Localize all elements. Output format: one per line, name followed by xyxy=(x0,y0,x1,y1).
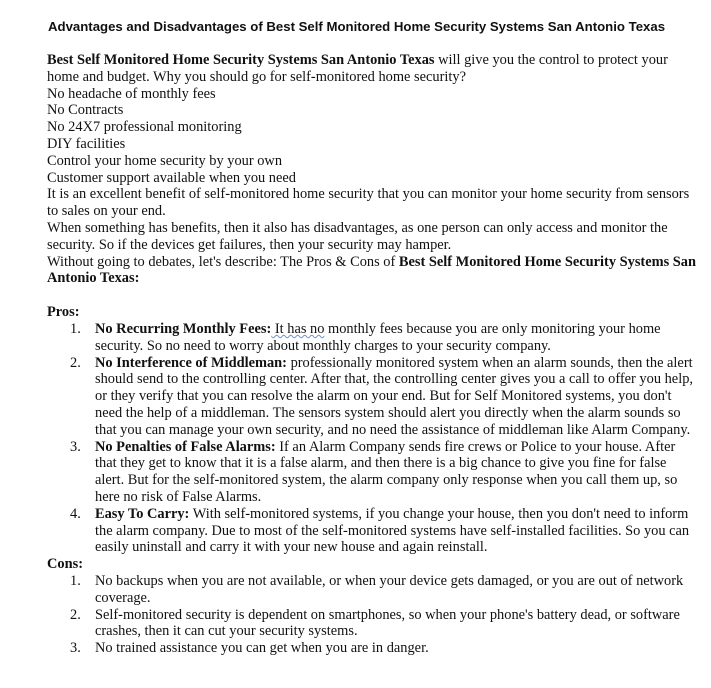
intro-paragraph xyxy=(47,52,697,86)
list-number: 3. xyxy=(70,438,81,455)
list-number: 1. xyxy=(70,320,81,337)
list-number: 2. xyxy=(70,606,81,623)
list-number: 2. xyxy=(70,354,81,371)
cons-list xyxy=(47,573,697,657)
intro-text: will give you the control to protect your home and budget. Why you should go for self-monitored home security? xyxy=(47,52,668,85)
list-item xyxy=(47,439,697,506)
item-bold: No Interference of Middleman: xyxy=(95,354,287,371)
item-text: With self-monitored systems, if you change your house, then you don't need to inform the alarm company. Due to most of the self-monitored systems have self-installed facilities. So you can easily uninstall and carry it with your new house and again reinstall. xyxy=(95,505,690,556)
benefit-line: Control your home security by your own xyxy=(47,152,283,169)
item-squiggle-text: It has no xyxy=(271,320,325,337)
pros-heading: Pros: xyxy=(47,304,80,321)
item-bold: No Penalties of False Alarms: xyxy=(95,438,276,455)
item-text: No backups when you are not available, or when your device gets damaged, or you are out of network coverage. xyxy=(95,572,684,606)
benefit-line: No Contracts xyxy=(47,102,124,119)
page-title: Advantages and Disadvantages of Best Self Monitored Home Security Systems San Antonio Texas xyxy=(48,19,666,34)
list-item xyxy=(47,607,697,641)
item-text: No trained assistance you can get when you are in danger. xyxy=(95,640,429,657)
list-number: 3. xyxy=(70,640,81,657)
intro-bold-lead: Best Self Monitored Home Security Systems San Antonio Texas xyxy=(47,52,435,68)
debate-paragraph xyxy=(47,254,697,288)
list-number: 1. xyxy=(70,572,81,589)
benefit-line: No headache of monthly fees xyxy=(47,85,216,102)
list-item xyxy=(47,506,697,556)
benefit-paragraph: It is an excellent benefit of self-monitored home security that you can monitor your home security from sensors to sales on your end. xyxy=(47,186,690,220)
disadvantage-paragraph: When something has benefits, then it also has disadvantages, as one person can only access and monitor the security. So if the devices get failures, then your security may hamper. xyxy=(47,219,668,253)
item-text: monthly fees because you are only monitoring your home security. So no need to worry about monthly charges to your security company. xyxy=(95,320,661,354)
benefit-line: No 24X7 professional monitoring xyxy=(47,119,242,136)
benefit-line: DIY facilities xyxy=(47,135,126,152)
blank-line xyxy=(47,287,697,304)
debate-text: Without going to debates, let's describe: The Pros & Cons of xyxy=(47,253,399,270)
list-item xyxy=(47,355,697,439)
item-bold: Easy To Carry: xyxy=(95,505,190,522)
document-body xyxy=(47,52,697,657)
debate-bold: Best Self Monitored Home Security Systems San Antonio Texas: xyxy=(47,253,696,287)
item-text: If an Alarm Company sends fire crews or Police to your house. After that they get to know that it is a false alarm, and then there is a big chance to give you fine for false alert. But for the self-monitored system, the alarm company only response when you call them up, so here no risk of False Alarms. xyxy=(95,438,678,505)
list-number: 4. xyxy=(70,505,81,522)
list-item xyxy=(47,573,697,607)
item-text: Self-monitored security is dependent on smartphones, so when your phone's battery dead, or software crashes, then it can cut your security systems. xyxy=(95,606,680,640)
benefit-line: Customer support available when you need xyxy=(47,169,296,186)
item-bold: No Recurring Monthly Fees: xyxy=(95,320,272,337)
cons-heading: Cons: xyxy=(47,556,83,573)
item-text: professionally monitored system when an alarm sounds, then the alert should send to the controlling center. After that, the controlling center gives you a call to offer you help, or they verify that you can resolve the alarm on your end. But for Self Monitored systems, you don't need the help of a middleman. The sensors system should alert you directly when the alarm sounds so that you can manage your own security, and no need the assistance of middleman like Alarm Company. xyxy=(95,354,693,438)
pros-list xyxy=(47,321,697,556)
list-item xyxy=(47,321,697,355)
list-item xyxy=(47,640,697,657)
